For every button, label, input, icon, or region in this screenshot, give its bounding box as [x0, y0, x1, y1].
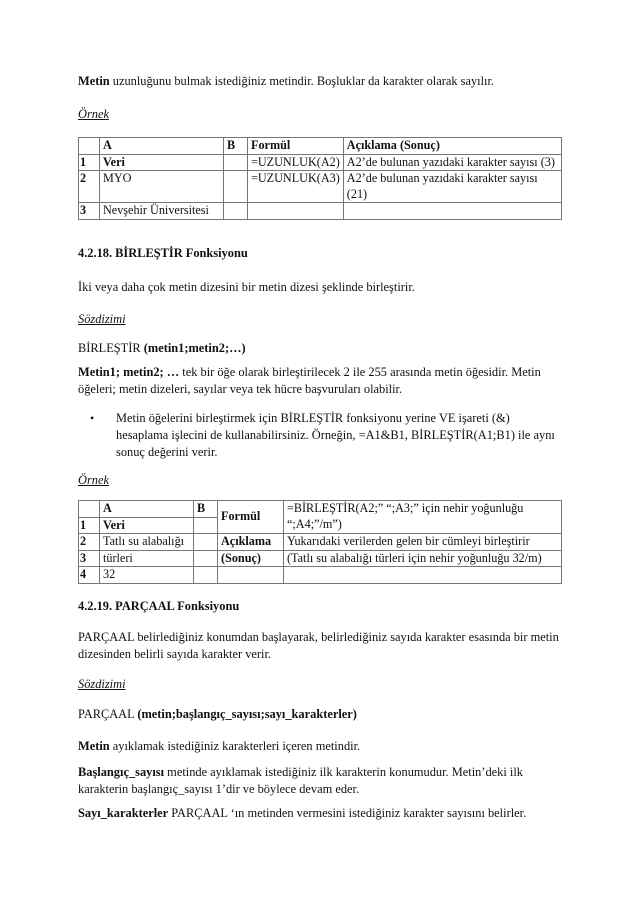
- row-number: 2: [79, 534, 100, 551]
- example-table-uzunluk: [78, 137, 562, 220]
- sayi-karakterler-paragraph: [78, 805, 562, 822]
- term-baslangic-sayisi: Başlangıç_sayısı: [78, 765, 165, 779]
- table-cell: MYO: [100, 171, 224, 203]
- table-header-cell: Formül: [248, 138, 344, 155]
- table-cell: [194, 567, 218, 584]
- table-cell: [218, 567, 284, 584]
- metin-desc: uzunluğunu bulmak istediğiniz metindir. Boşluklar da karakter olarak sayılır.: [109, 74, 495, 88]
- table-cell: [224, 154, 248, 171]
- ornek-label-2: Örnek: [78, 473, 109, 487]
- table-cell: Veri: [100, 154, 224, 171]
- bullet-icon: •: [90, 411, 95, 425]
- section-heading-parcaal: 4.2.19. PARÇAAL Fonksiyonu: [78, 599, 240, 613]
- table-row: [79, 171, 562, 203]
- table-cell: 32: [100, 567, 194, 584]
- table-cell: [79, 138, 100, 155]
- syntax-function-name: PARÇAAL: [78, 707, 138, 721]
- bullet-item: [78, 410, 562, 462]
- table-cell: A2’de bulunan yazıdaki karakter sayısı (21): [343, 171, 561, 203]
- birlestir-description: İki veya daha çok metin dizesini bir metin dizesi şeklinde birleştirir.: [78, 280, 415, 294]
- syntax-parcaal: [78, 706, 562, 723]
- row-number: 4: [79, 567, 100, 584]
- table-header-cell: B: [224, 138, 248, 155]
- table-header-cell: A: [100, 138, 224, 155]
- syntax-args: (metin;başlangıç_sayısı;sayı_karakterler): [137, 707, 357, 721]
- table-cell: Nevşehir Üniversitesi: [100, 203, 224, 220]
- table-header-row: [79, 138, 562, 155]
- metin-param-desc: ayıklamak istediğiniz karakterleri içeren metindir.: [109, 739, 361, 753]
- table-header-cell: A: [100, 501, 194, 518]
- table-row: [79, 550, 562, 567]
- table-cell: [343, 203, 561, 220]
- row-number: 3: [79, 550, 100, 567]
- term-sayi-karakterler: Sayı_karakterler: [78, 806, 169, 820]
- sozdizimi-label-1: Sözdizimi: [78, 312, 126, 326]
- baslangic-paragraph: [78, 764, 562, 798]
- metin-param-paragraph: [78, 738, 562, 755]
- syntax-args: (metin1;metin2;…): [143, 341, 246, 355]
- table-cell: [194, 517, 218, 534]
- row-number: 2: [79, 171, 100, 203]
- row-number: [79, 501, 100, 518]
- syntax-function-name: BİRLEŞTİR: [78, 341, 144, 355]
- syntax-birlestir: [78, 340, 562, 357]
- table-row: [79, 534, 562, 551]
- table-cell: Tatlı su alabalığı: [100, 534, 194, 551]
- metin-paragraph: [78, 73, 562, 90]
- table-cell: =UZUNLUK(A3): [248, 171, 344, 203]
- example-table-birlestir: [78, 500, 562, 584]
- table-cell: =UZUNLUK(A2): [248, 154, 344, 171]
- table-row: [79, 501, 562, 518]
- metin1-paragraph: [78, 364, 562, 398]
- formula-cell: =BİRLEŞTİR(A2;” “;A3;” için nehir yoğunluğu “;A4;”/m”): [284, 501, 562, 534]
- table-header-cell: Açıklama (Sonuç): [343, 138, 561, 155]
- term-metin1: Metin1; metin2; …: [78, 365, 180, 379]
- table-row: [79, 154, 562, 171]
- baslangic-desc: metinde ayıklamak istediğiniz ilk karakterin konumudur. Metin’deki ilk karakterin başlangıç_sayısı 1’dir ve böylece devam eder.: [78, 765, 523, 796]
- section-heading-birlestir: 4.2.18. BİRLEŞTİR Fonksiyonu: [78, 246, 248, 260]
- table-cell: [284, 567, 562, 584]
- table-cell: [224, 171, 248, 203]
- table-cell: (Tatlı su alabalığı türleri için nehir yoğunluğu 32/m): [284, 550, 562, 567]
- table-cell: Yukarıdaki verilerden gelen bir cümleyi birleştirir: [284, 534, 562, 551]
- term-metin: Metin: [78, 739, 110, 753]
- table-cell: [194, 534, 218, 551]
- table-header-cell: B: [194, 501, 218, 518]
- table-cell: türleri: [100, 550, 194, 567]
- table-cell: (Sonuç): [218, 550, 284, 567]
- bullet-text: Metin öğelerini birleştirmek için BİRLEŞTİR fonksiyonu yerine VE işareti (&) hesaplama işlecini de kullanabilirsiniz. Örneğin, =A1&B1, BİRLEŞTİR(A1;B1) ile aynı sonuç değerini verir.: [116, 411, 555, 459]
- term-metin: Metin: [78, 74, 110, 88]
- metin1-desc: tek bir öğe olarak birleştirilecek 2 ile 255 arasında metin öğesidir. Metin öğeleri; metin dizeleri, sayılar veya tek hücre başvuruları olabilir.: [78, 365, 541, 396]
- table-cell: [224, 203, 248, 220]
- parcaal-description: PARÇAAL belirlediğiniz konumdan başlayarak, belirlediğiniz sayıda karakter esasında bir metin dizesinden belirli sayıda karakter verir.: [78, 630, 559, 661]
- sayi-karakterler-desc: PARÇAAL ‘ın metinden vermesini istediğiniz karakter sayısını belirler.: [168, 806, 527, 820]
- table-cell: A2’de bulunan yazıdaki karakter sayısı (3): [343, 154, 561, 171]
- table-cell: [194, 550, 218, 567]
- row-number: 1: [79, 517, 100, 534]
- table-header-cell: Formül: [218, 501, 284, 534]
- row-number: 1: [79, 154, 100, 171]
- table-row: [79, 567, 562, 584]
- table-row: [79, 203, 562, 220]
- sozdizimi-label-2: Sözdizimi: [78, 677, 126, 691]
- ornek-label-1: Örnek: [78, 107, 109, 121]
- row-number: 3: [79, 203, 100, 220]
- table-cell: Açıklama: [218, 534, 284, 551]
- table-cell: Veri: [100, 517, 194, 534]
- table-cell: [248, 203, 344, 220]
